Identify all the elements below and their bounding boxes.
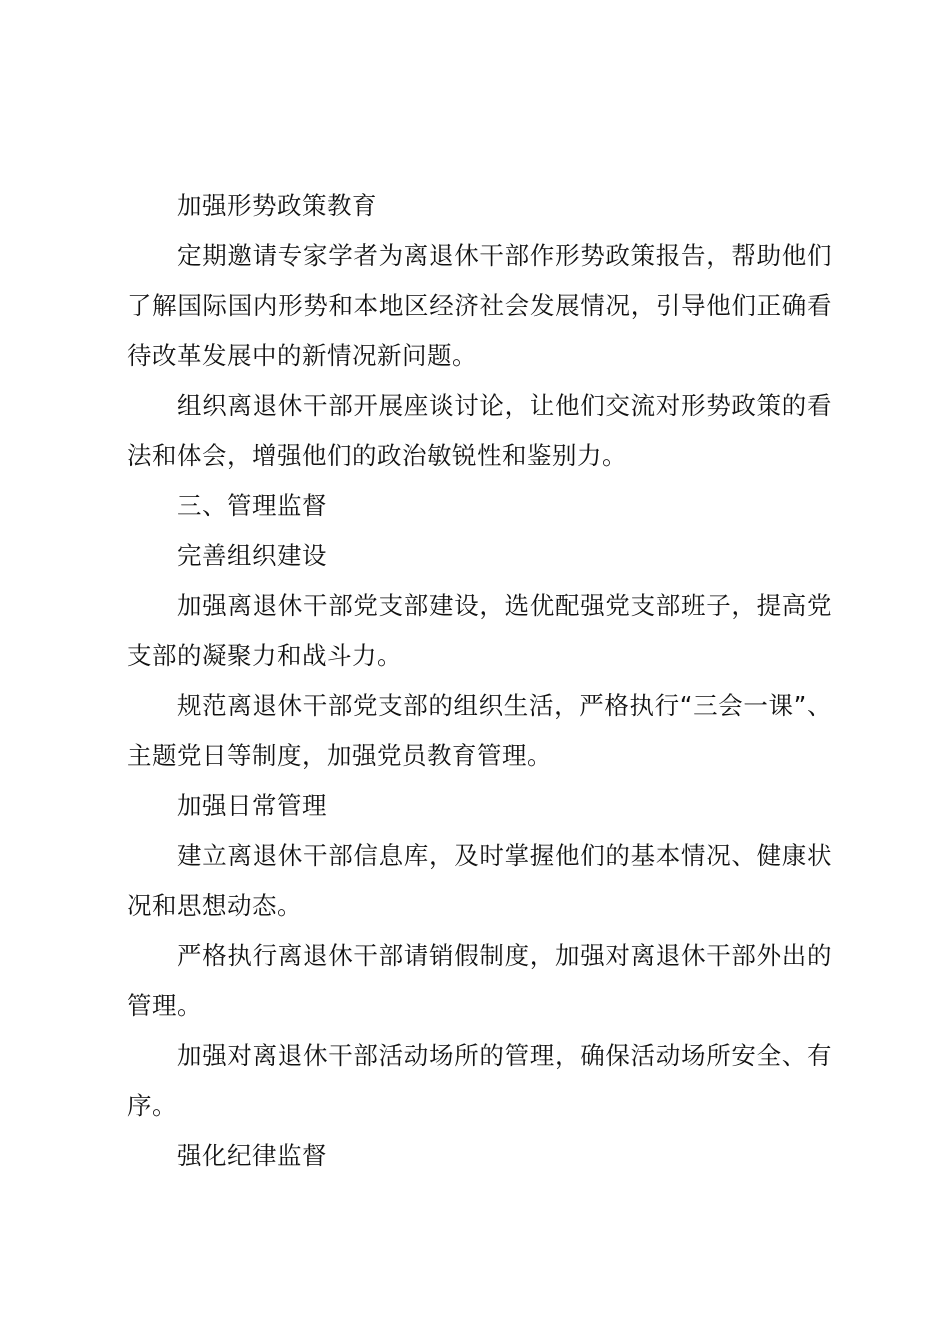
section-heading-management-supervision: 三、管理监督 (177, 491, 327, 520)
paragraph-information-database: 建立离退休干部信息库，及时掌握他们的基本情况、健康状况和思想动态。 (127, 841, 832, 920)
paragraph-organizational-life: 规范离退休干部党支部的组织生活，严格执行“三会一课”、主题党日等制度，加强党员教育管理。 (127, 691, 832, 770)
paragraph-discussion: 组织离退休干部开展座谈讨论，让他们交流对形势政策的看法和体会，增强他们的政治敏锐性和鉴别力。 (127, 391, 832, 470)
paragraph-expert-reports: 定期邀请专家学者为离退休干部作形势政策报告，帮助他们了解国际国内形势和本地区经济社会发展情况，引导他们正确看待改革发展中的新情况新问题。 (127, 241, 832, 370)
section-heading-organization-building: 完善组织建设 (177, 541, 327, 570)
paragraph-leave-system: 严格执行离退休干部请销假制度，加强对离退休干部外出的管理。 (127, 941, 832, 1020)
document-body (127, 181, 832, 1181)
paragraph-party-branch-building: 加强离退休干部党支部建设，选优配强党支部班子，提高党支部的凝聚力和战斗力。 (127, 591, 832, 670)
paragraph-activity-venues: 加强对离退休干部活动场所的管理，确保活动场所安全、有序。 (127, 1041, 832, 1120)
section-heading-policy-education: 加强形势政策教育 (177, 191, 377, 220)
section-heading-discipline-supervision: 强化纪律监督 (177, 1141, 327, 1170)
section-heading-daily-management: 加强日常管理 (177, 791, 327, 820)
